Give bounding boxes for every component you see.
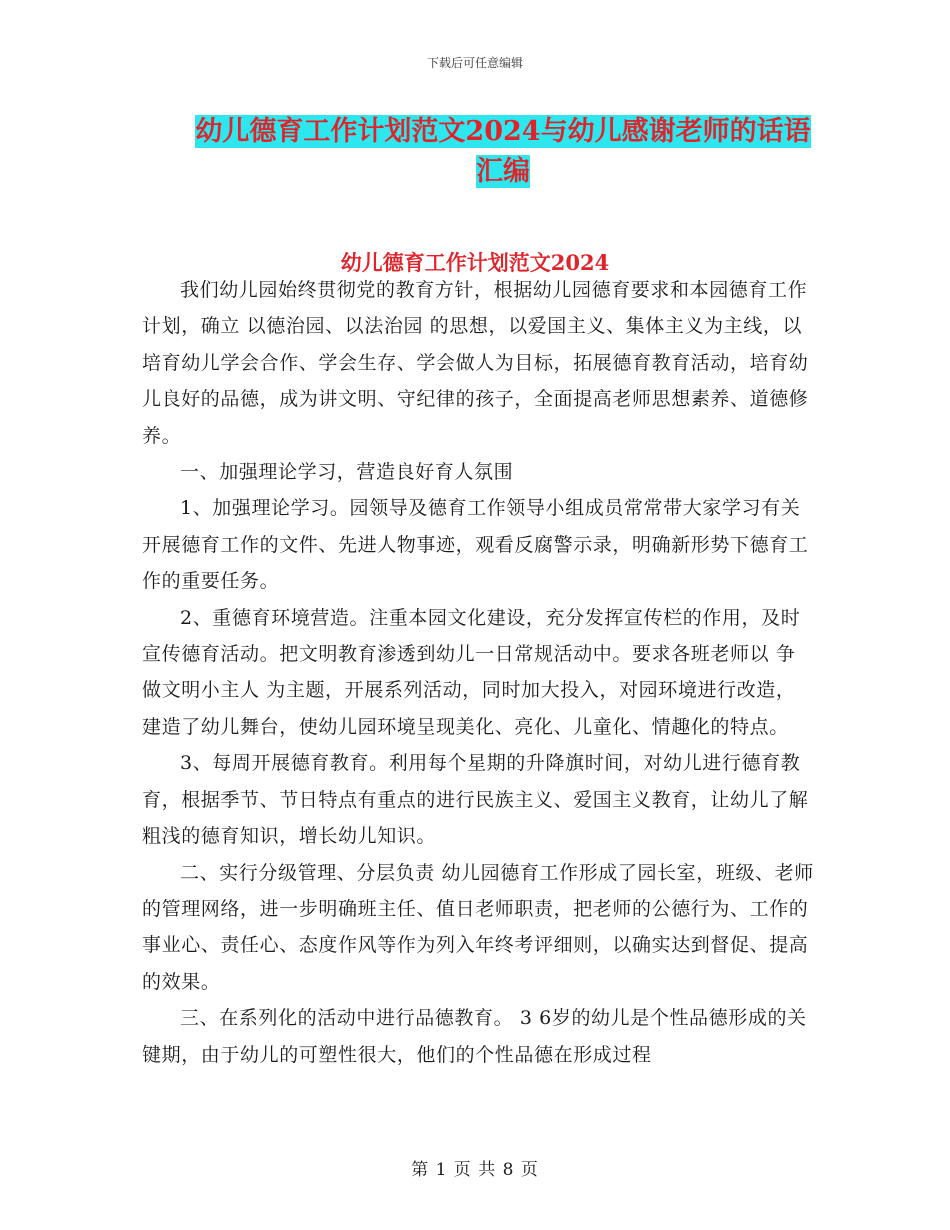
paragraph-section-2: 二、实行分级管理、分层负责 幼儿园德育工作形成了园长室，班级、老师的管理网络，进一步明确班主任、值日老师职责，把老师的公德行为、工作的事业心、责任心、态度作风等作为列入年终考评细则，以确实达到督促、提高的效果。: [142, 861, 814, 993]
document-title: [188, 112, 818, 192]
page-header: 下载后可任意编辑: [426, 56, 523, 70]
paragraph-section-3: 三、在系列化的活动中进行品德教育。 3 6岁的幼儿是个性品德形成的关键期，由于幼儿的可塑性很大，他们的个性品德在形成过程: [142, 1007, 807, 1066]
paragraph-item-2: 2、重德育环境营造。注重本园文化建设，充分发挥宣传栏的作用，及时宣传德育活动。把文明教育渗透到幼儿一日常规活动中。要求各班老师以 争做文明小主人 为主题，开展系列活动，同时加大投入，对园环境进行改造，建造了幼儿舞台，使幼儿园环境呈现美化、亮化、儿童化、情趣化的特点。: [142, 606, 801, 738]
page-number-footer: 第 1 页 共 8 页: [411, 1160, 539, 1180]
document-body: [142, 272, 814, 1073]
paragraph-intro: 我们幼儿园始终贯彻党的教育方针，根据幼儿园德育要求和本园德育工作计划，确立 以德治园、以法治园 的思想，以爱国主义、集体主义为主线，以培育幼儿学会合作、学会生存、学会做人为目标，拓展德育教育活动，培育幼儿良好的品德，成为讲文明、守纪律的孩子，全面提高老师思想素养、道德修养。: [142, 279, 809, 447]
paragraph-item-1: 1、加强理论学习。园领导及德育工作领导小组成员常常带大家学习有关开展德育工作的文件、先进人物事迹，观看反腐警示录，明确新形势下德育工作的重要任务。: [142, 497, 809, 593]
heading-section-1: 一、加强理论学习，营造良好育人氛围: [180, 461, 514, 484]
document-title-text: 幼儿德育工作计划范文2024与幼儿感谢老师的话语汇编: [195, 116, 811, 187]
paragraph-item-3: 3、每周开展德育教育。利用每个星期的升降旗时间，对幼儿进行德育教育，根据季节、节日特点有重点的进行民族主义、爱国主义教育，让幼儿了解粗浅的德育知识，增长幼儿知识。: [142, 752, 809, 848]
section-title: 幼儿德育工作计划范文2024: [340, 250, 610, 275]
